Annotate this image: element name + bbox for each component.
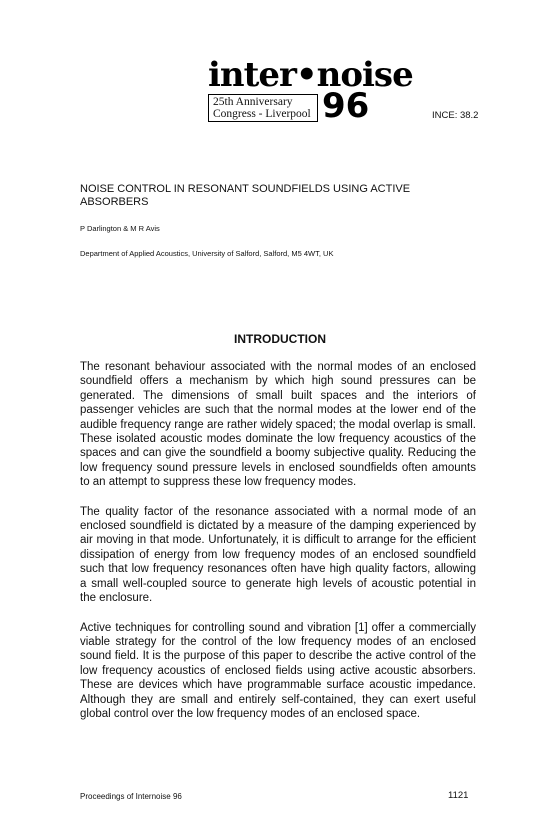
paper-authors: P Darlington & M R Avis xyxy=(80,224,160,233)
footer-proceedings: Proceedings of Internoise 96 xyxy=(80,792,182,801)
section-heading: INTRODUCTION xyxy=(234,332,326,346)
page-number: 1121 xyxy=(448,790,469,801)
conference-logo xyxy=(204,55,413,126)
paragraph: The resonant behaviour associated with the normal modes of an enclosed soundfield offers a mechanism by which high sound pressures can be generated. The dimensions of small built spaces and the interiors of passenger vehicles are such that the normal modes at the lower end of the audible frequency range are rather widely spaced; the modal overlap is small. These isolated acoustic modes dominate the low frequency acoustics of the spaces and can give the soundfield a boomy subjective quality. Reducing the low frequency sound pressure levels in enclosed soundfields often amounts to an attempt to suppress these low frequency modes. xyxy=(80,361,476,489)
logo-anniversary-box xyxy=(208,94,318,122)
body-text xyxy=(80,360,476,736)
logo-wordmark: inter•noise xyxy=(208,55,413,95)
logo-box-line2: Congress - Liverpool xyxy=(213,108,311,120)
ince-code: INCE: 38.2 xyxy=(432,110,479,121)
author-affiliation: Department of Applied Acoustics, University of Salford, Salford, M5 4WT, UK xyxy=(80,249,334,258)
logo-year: 96 xyxy=(322,86,370,126)
paper-title: NOISE CONTROL IN RESONANT SOUNDFIELDS USING ACTIVE ABSORBERS xyxy=(80,183,411,208)
paragraph: Active techniques for controlling sound and vibration [1] offer a commercially viable strategy for the control of the low frequency modes of an enclosed sound field. It is the purpose of this paper to describe the active control of the low frequency acoustics of enclosed fields using active acoustic absorbers. These are devices which have programmable surface acoustic impedance. Although they are small and entirely self-contained, they can exert useful global control over the low frequency modes of an enclosed space. xyxy=(80,621,476,720)
paragraph: The quality factor of the resonance associated with a normal mode of an enclosed soundfield is dictated by a measure of the damping experienced by air moving in that mode. Unfortunately, it is difficult to arrange for the efficient dissipation of energy from low frequency modes of an enclosed soundfield such that low frequency resonances often have high quality factors, allowing a small well-coupled source to generate high levels of acoustic potential in the enclosure. xyxy=(80,505,476,605)
logo-box-line1: 25th Anniversary xyxy=(213,96,293,108)
